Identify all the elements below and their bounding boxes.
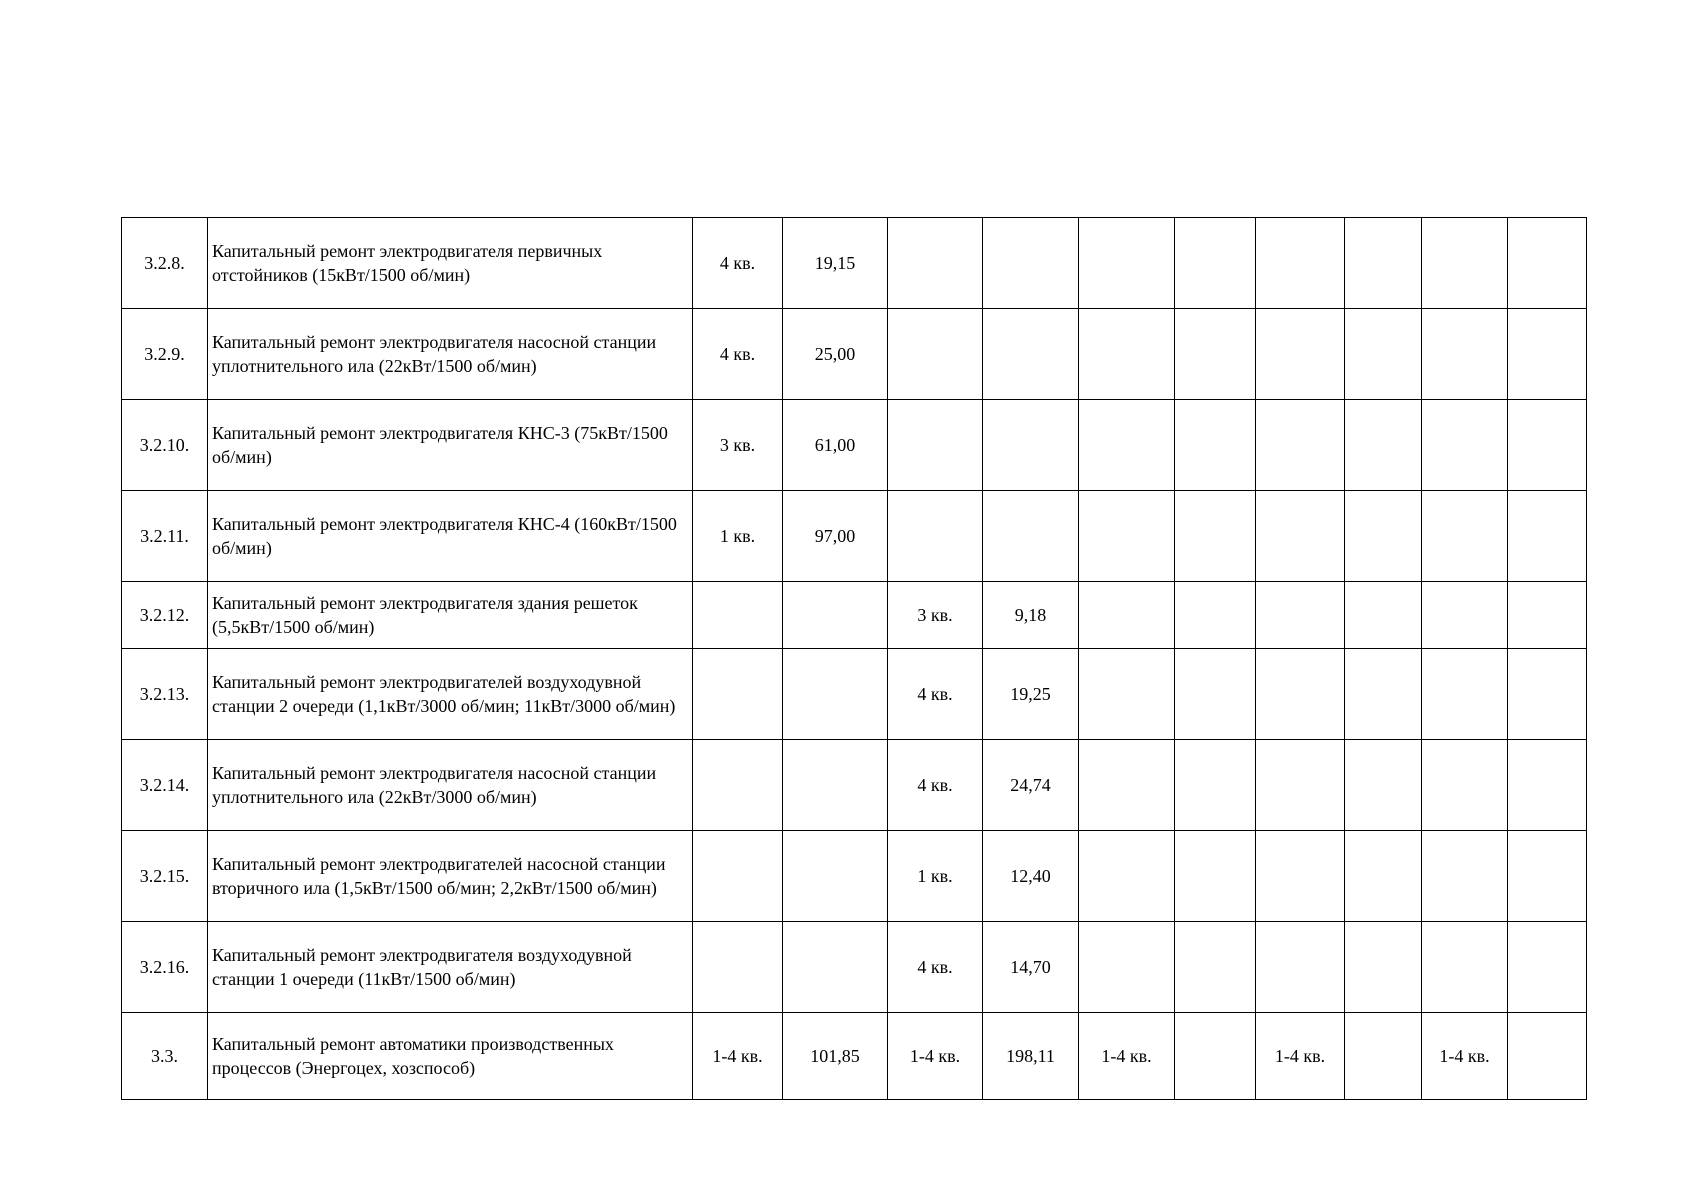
period-cell [1256, 831, 1345, 922]
period-cell [1422, 740, 1508, 831]
amount-cell: 14,70 [983, 922, 1079, 1013]
period-cell [693, 740, 783, 831]
amount-cell [783, 582, 888, 649]
period-cell [1079, 218, 1175, 309]
amount-cell [1175, 491, 1256, 582]
period-cell [1256, 491, 1345, 582]
amount-cell: 9,18 [983, 582, 1079, 649]
period-cell: 4 кв. [888, 922, 983, 1013]
amount-cell [1508, 582, 1587, 649]
period-cell [1079, 649, 1175, 740]
row-number: 3.2.13. [122, 649, 208, 740]
table-row [122, 1013, 1587, 1100]
amount-cell [1345, 218, 1422, 309]
amount-cell: 24,74 [983, 740, 1079, 831]
amount-cell: 198,11 [983, 1013, 1079, 1100]
amount-cell [1175, 1013, 1256, 1100]
period-cell: 3 кв. [888, 582, 983, 649]
amount-cell [1175, 309, 1256, 400]
work-description: Капитальный ремонт электродвигателя здания решеток (5,5кВт/1500 об/мин) [208, 582, 693, 649]
period-cell [888, 218, 983, 309]
amount-cell [1175, 831, 1256, 922]
period-cell [1422, 491, 1508, 582]
work-description: Капитальный ремонт электродвигателей воздуходувной станции 2 очереди (1,1кВт/3000 об/мин; 11кВт/3000 об/мин) [208, 649, 693, 740]
period-cell: 1-4 кв. [1422, 1013, 1508, 1100]
amount-cell: 19,15 [783, 218, 888, 309]
row-number: 3.2.11. [122, 491, 208, 582]
period-cell [1422, 922, 1508, 1013]
amount-cell [983, 309, 1079, 400]
period-cell [1422, 649, 1508, 740]
period-cell: 1 кв. [888, 831, 983, 922]
amount-cell [1345, 1013, 1422, 1100]
row-number: 3.2.16. [122, 922, 208, 1013]
amount-cell [983, 491, 1079, 582]
amount-cell [1345, 831, 1422, 922]
period-cell [693, 831, 783, 922]
amount-cell [783, 740, 888, 831]
period-cell: 1 кв. [693, 491, 783, 582]
period-cell: 1-4 кв. [888, 1013, 983, 1100]
amount-cell: 61,00 [783, 400, 888, 491]
amount-cell: 97,00 [783, 491, 888, 582]
work-description: Капитальный ремонт электродвигателя КНС-4 (160кВт/1500 об/мин) [208, 491, 693, 582]
table-row [122, 740, 1587, 831]
period-cell: 3 кв. [693, 400, 783, 491]
amount-cell [1175, 922, 1256, 1013]
amount-cell [1345, 582, 1422, 649]
period-cell [1422, 218, 1508, 309]
amount-cell [1508, 922, 1587, 1013]
row-number: 3.2.15. [122, 831, 208, 922]
period-cell: 4 кв. [693, 309, 783, 400]
work-description: Капитальный ремонт электродвигателей насосной станции вторичного ила (1,5кВт/1500 об/мин; 2,2кВт/1500 об/мин) [208, 831, 693, 922]
period-cell [1079, 309, 1175, 400]
amount-cell [1345, 491, 1422, 582]
work-description: Капитальный ремонт электродвигателя первичных отстойников (15кВт/1500 об/мин) [208, 218, 693, 309]
amount-cell [1345, 309, 1422, 400]
period-cell: 4 кв. [888, 649, 983, 740]
amount-cell [1508, 831, 1587, 922]
period-cell: 1-4 кв. [1256, 1013, 1345, 1100]
amount-cell: 19,25 [983, 649, 1079, 740]
period-cell [693, 649, 783, 740]
period-cell [693, 922, 783, 1013]
row-number: 3.3. [122, 1013, 208, 1100]
period-cell [1422, 400, 1508, 491]
amount-cell [1175, 582, 1256, 649]
table-row [122, 649, 1587, 740]
period-cell [1422, 831, 1508, 922]
amount-cell [1345, 922, 1422, 1013]
amount-cell [1508, 491, 1587, 582]
amount-cell [1508, 218, 1587, 309]
work-description: Капитальный ремонт электродвигателя насосной станции уплотнительного ила (22кВт/3000 об/мин) [208, 740, 693, 831]
period-cell [1079, 491, 1175, 582]
work-description: Капитальный ремонт электродвигателя насосной станции уплотнительного ила (22кВт/1500 об/мин) [208, 309, 693, 400]
amount-cell: 12,40 [983, 831, 1079, 922]
amount-cell [1175, 400, 1256, 491]
amount-cell [983, 218, 1079, 309]
period-cell [1422, 309, 1508, 400]
amount-cell [1508, 649, 1587, 740]
amount-cell [1175, 218, 1256, 309]
period-cell [1422, 582, 1508, 649]
amount-cell [1508, 400, 1587, 491]
work-description: Капитальный ремонт автоматики производственных процессов (Энергоцех, хозспособ) [208, 1013, 693, 1100]
period-cell [1256, 740, 1345, 831]
row-number: 3.2.14. [122, 740, 208, 831]
period-cell: 1-4 кв. [1079, 1013, 1175, 1100]
period-cell [1256, 649, 1345, 740]
period-cell: 4 кв. [693, 218, 783, 309]
amount-cell [783, 922, 888, 1013]
amount-cell [783, 831, 888, 922]
period-cell [693, 582, 783, 649]
row-number: 3.2.12. [122, 582, 208, 649]
period-cell [888, 400, 983, 491]
period-cell [1079, 831, 1175, 922]
period-cell: 1-4 кв. [693, 1013, 783, 1100]
period-cell [1079, 400, 1175, 491]
period-cell [888, 491, 983, 582]
amount-cell [1345, 740, 1422, 831]
period-cell [1079, 922, 1175, 1013]
amount-cell [1508, 740, 1587, 831]
amount-cell: 25,00 [783, 309, 888, 400]
period-cell [1079, 582, 1175, 649]
amount-cell [983, 400, 1079, 491]
amount-cell [1508, 309, 1587, 400]
table-row [122, 400, 1587, 491]
row-number: 3.2.9. [122, 309, 208, 400]
amount-cell [1345, 400, 1422, 491]
row-number: 3.2.10. [122, 400, 208, 491]
period-cell [888, 309, 983, 400]
amount-cell [1508, 1013, 1587, 1100]
amount-cell [783, 649, 888, 740]
table-row [122, 582, 1587, 649]
table-row [122, 309, 1587, 400]
period-cell [1256, 582, 1345, 649]
period-cell [1256, 922, 1345, 1013]
table-row [122, 831, 1587, 922]
work-description: Капитальный ремонт электродвигателя КНС-3 (75кВт/1500 об/мин) [208, 400, 693, 491]
work-description: Капитальный ремонт электродвигателя воздуходувной станции 1 очереди (11кВт/1500 об/мин) [208, 922, 693, 1013]
period-cell [1256, 218, 1345, 309]
row-number: 3.2.8. [122, 218, 208, 309]
period-cell: 4 кв. [888, 740, 983, 831]
amount-cell [1175, 649, 1256, 740]
amount-cell [1175, 740, 1256, 831]
repair-plan-table [121, 217, 1587, 1100]
period-cell [1256, 309, 1345, 400]
amount-cell [1345, 649, 1422, 740]
amount-cell: 101,85 [783, 1013, 888, 1100]
period-cell [1256, 400, 1345, 491]
table-row [122, 922, 1587, 1013]
period-cell [1079, 740, 1175, 831]
table-row [122, 218, 1587, 309]
table-row [122, 491, 1587, 582]
